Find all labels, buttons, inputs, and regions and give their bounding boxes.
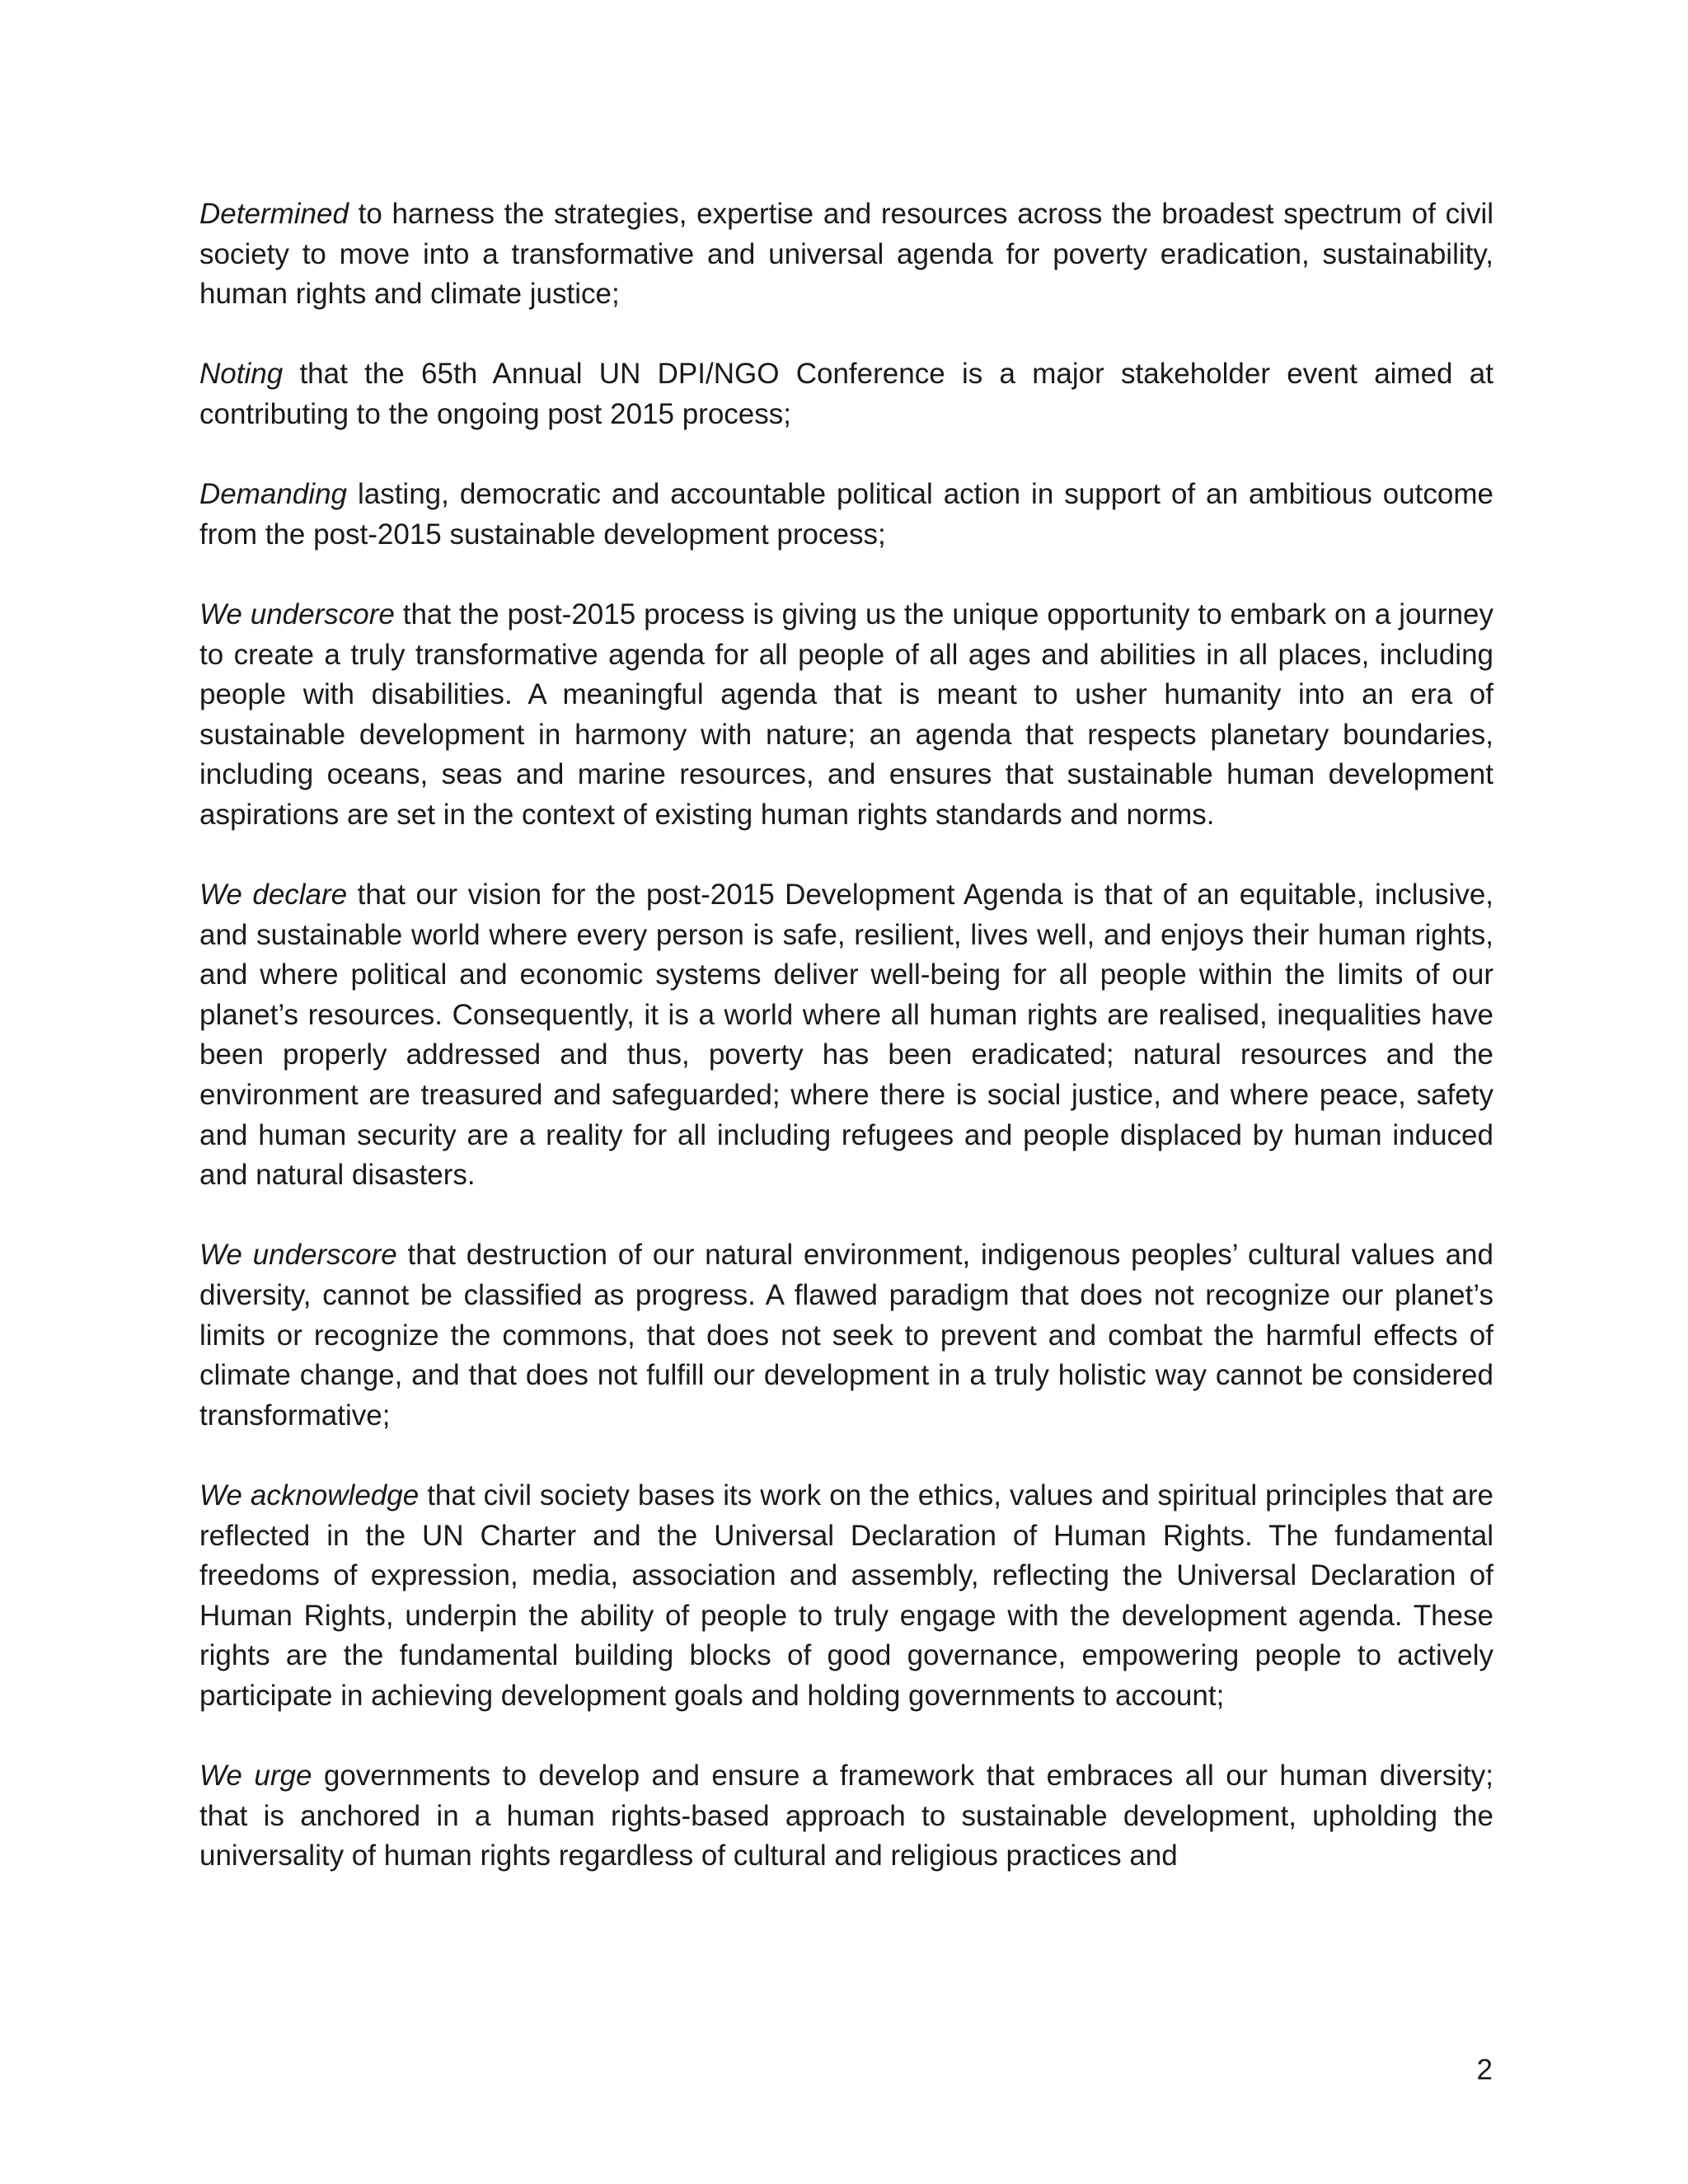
paragraph-determined <box>199 194 1493 315</box>
document-body <box>199 194 1493 1917</box>
paragraph-underscore-destruction <box>199 1235 1493 1436</box>
paragraph-lead: We acknowledge <box>199 1479 420 1511</box>
paragraph-text: that civil society bases its work on the ethics, values and spiritual principles that are reflected in the UN Charter and the Universal Declaration of Human Rights. The fundamental freedoms of expression, media, association and assembly, reflecting the Universal Declaration of Human Rights, underpin the ability of people to truly engage with the development agenda. These rights are the fundamental building blocks of good governance, empowering people to actively participate in achieving development goals and holding governments to account; <box>199 1479 1493 1712</box>
paragraph-text: that the post-2015 process is giving us the unique opportunity to embark on a journey to create a truly transformative agenda for all people of all ages and abilities in all places, including people with disabilities. A meaningful agenda that is meant to usher humanity into an era of sustainable development in harmony with nature; an agenda that respects planetary boundaries, including oceans, seas and marine resources, and ensures that sustainable human development aspirations are set in the context of existing human rights standards and norms. <box>199 598 1493 831</box>
paragraph-demanding <box>199 475 1493 555</box>
paragraph-lead: We declare <box>199 879 348 912</box>
page-number: 2 <box>1476 2054 1493 2086</box>
paragraph-declare <box>199 875 1493 1196</box>
paragraph-underscore-opportunity <box>199 595 1493 836</box>
paragraph-text: that the 65th Annual UN DPI/NGO Conference is a major stakeholder event aimed at contributing to the ongoing post 2015 process; <box>199 358 1493 430</box>
paragraph-lead: We underscore <box>199 1239 397 1272</box>
paragraph-lead: Demanding <box>199 478 347 511</box>
paragraph-lead: We underscore <box>199 598 395 630</box>
paragraph-acknowledge <box>199 1476 1493 1717</box>
paragraph-lead: Noting <box>199 358 284 391</box>
paragraph-text: to harness the strategies, expertise and resources across the broadest spectrum of civil society to move into a transformative and universal agenda for poverty eradication, sustainability, human rights and climate justice; <box>199 198 1493 311</box>
paragraph-noting <box>199 354 1493 434</box>
paragraph-text: that destruction of our natural environment, indigenous peoples’ cultural values and diversity, cannot be classified as progress. A flawed paradigm that does not recognize our planet’s limits or recognize the commons, that does not seek to prevent and combat the harmful effects of climate change, and that does not fulfill our development in a truly holistic way cannot be considered transformative; <box>199 1239 1493 1432</box>
paragraph-urge <box>199 1756 1493 1877</box>
paragraph-lead: Determined <box>199 198 349 230</box>
paragraph-text: governments to develop and ensure a framework that embraces all our human diversity; that is anchored in a human rights-based approach to sustainable development, upholding the universality of human rights regardless of cultural and religious practices and <box>199 1760 1493 1872</box>
paragraph-text: lasting, democratic and accountable political action in support of an ambitious outcome from the post-2015 sustainable development process; <box>199 478 1493 551</box>
paragraph-text: that our vision for the post-2015 Development Agenda is that of an equitable, inclusive, and sustainable world where every person is safe, resilient, lives well, and enjoys their human rights, and where political and economic systems deliver well-being for all people within the limits of our planet’s resources. Consequently, it is a world where all human rights are realised, inequalities have been properly addressed and thus, poverty has been eradicated; natural resources and the environment are treasured and safeguarded; where there is social justice, and where peace, safety and human security are a reality for all including refugees and people displaced by human induced and natural disasters. <box>199 879 1494 1192</box>
paragraph-lead: We urge <box>199 1760 312 1793</box>
